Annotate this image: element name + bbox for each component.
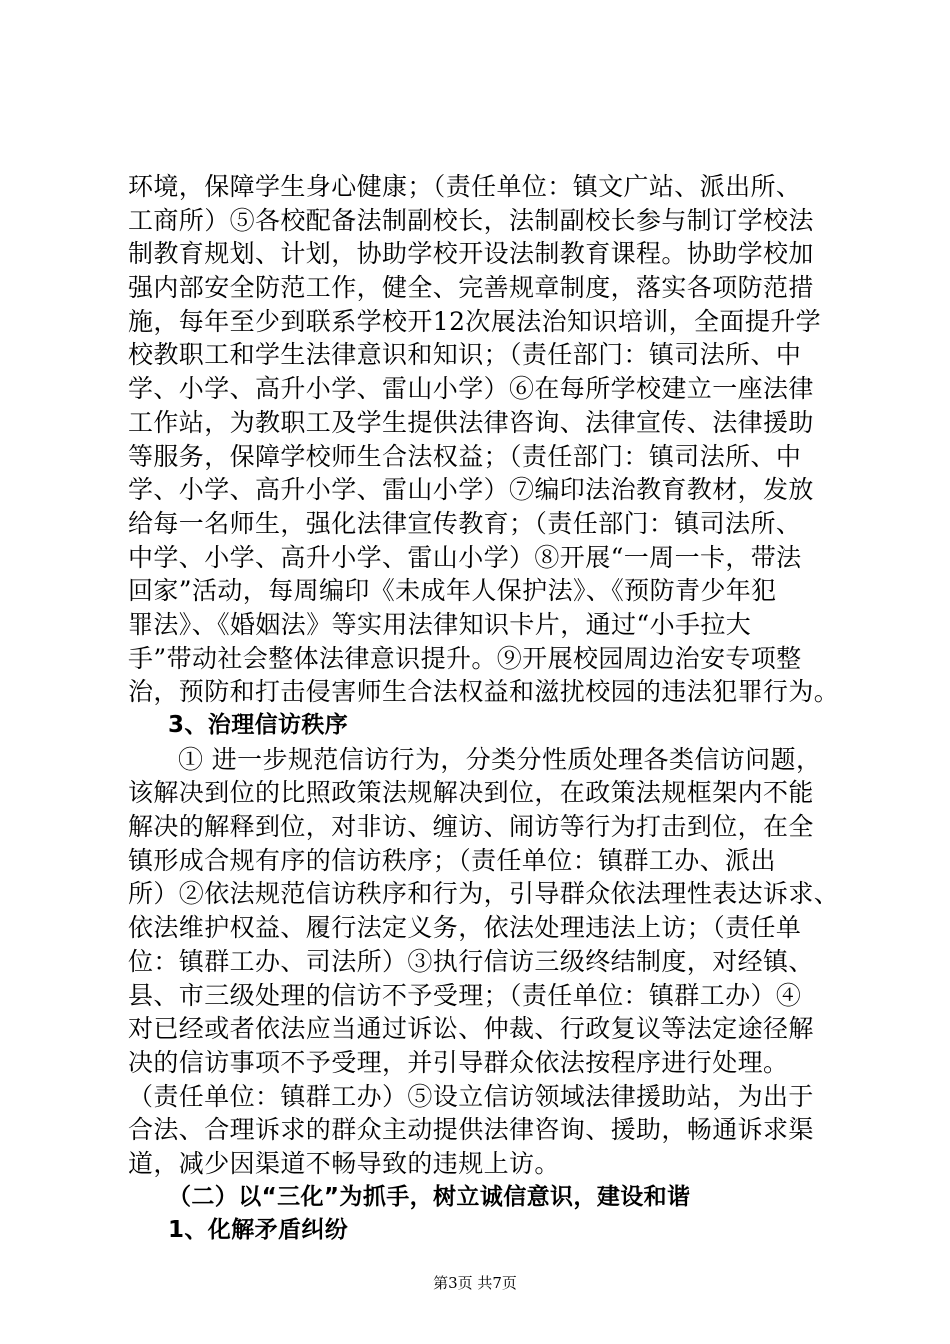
body-line: 回家”活动，每周编印《未成年人保护法》、《预防青少年犯 bbox=[128, 576, 777, 606]
body-line: 手”带动社会整体法律意识提升。⑨开展校园周边治安专项整 bbox=[128, 643, 802, 673]
body-line: 施，每年至少到联系学校开12次展法治知识培训，全面提升学 bbox=[128, 306, 822, 336]
body-line: 强内部安全防范工作，健全、完善规章制度，落实各项防范措 bbox=[128, 273, 814, 303]
body-line: 决的信访事项不予受理，并引导群众依法按程序进行处理。 bbox=[128, 1047, 789, 1077]
body-line: 镇形成合规有序的信访秩序；（责任单位：镇群工办、派出 bbox=[128, 845, 776, 875]
body-line: 县、市三级处理的信访不予受理；（责任单位：镇群工办）④ bbox=[128, 980, 802, 1010]
body-line: 学、小学、高升小学、雷山小学）⑦编印法治教育教材，发放 bbox=[128, 475, 814, 505]
section-heading-2: （二）以“三化”为抓手，树立诚信意识，建设和谐 bbox=[168, 1183, 691, 1210]
body-line: 解决的解释到位，对非访、缠访、闹访等行为打击到位，在全 bbox=[128, 812, 814, 842]
body-line: 中学、小学、高升小学、雷山小学）⑧开展“一周一卡，带法 bbox=[128, 542, 802, 572]
page-number: 第3页 共7页 bbox=[433, 1274, 517, 1292]
body-line: 依法维护权益、履行法定义务，依法处理违法上访；（责任单 bbox=[128, 913, 802, 943]
document-body bbox=[128, 170, 840, 1248]
body-line: 罪法》、《婚姻法》等实用法律知识卡片，通过“小手拉大 bbox=[128, 609, 752, 639]
body-line: 道，减少因渠道不畅导致的违规上访。 bbox=[128, 1148, 560, 1178]
body-line: 给每一名师生，强化法律宣传教育；（责任部门：镇司法所、 bbox=[128, 508, 802, 538]
body-line: 所）②依法规范信访秩序和行为，引导群众依法理性表达诉求、 bbox=[128, 879, 840, 909]
body-line: 工作站，为教职工及学生提供法律咨询、法律宣传、法律援助 bbox=[128, 407, 814, 437]
section-heading-1: 1、化解矛盾纠纷 bbox=[168, 1217, 349, 1244]
section-heading-3: 3、治理信访秩序 bbox=[168, 712, 349, 738]
body-line: 学、小学、高升小学、雷山小学）⑥在每所学校建立一座法律 bbox=[128, 374, 814, 404]
body-line: 治，预防和打击侵害师生合法权益和滋扰校园的违法犯罪行为。 bbox=[128, 677, 840, 707]
body-line: 位：镇群工办、司法所）③执行信访三级终结制度，对经镇、 bbox=[128, 946, 814, 976]
body-line: 对已经或者依法应当通过诉讼、仲裁、行政复议等法定途径解 bbox=[128, 1014, 814, 1044]
body-line: 等服务，保障学校师生合法权益；（责任部门：镇司法所、中 bbox=[128, 441, 802, 471]
body-line: 制教育规划、计划，协助学校开设法制教育课程。协助学校加 bbox=[128, 239, 814, 269]
body-line: （责任单位：镇群工办）⑤设立信访领域法律援助站，为出于 bbox=[128, 1081, 814, 1111]
body-line: 校教职工和学生法律意识和知识；（责任部门：镇司法所、中 bbox=[128, 340, 802, 370]
body-line: ① 进一步规范信访行为，分类分性质处理各类信访问题， bbox=[178, 744, 822, 774]
body-line: 该解决到位的比照政策法规解决到位，在政策法规框架内不能 bbox=[128, 778, 814, 808]
body-line: 环境，保障学生身心健康；（责任单位：镇文广站、派出所、 bbox=[128, 172, 802, 201]
body-line: 合法、合理诉求的群众主动提供法律咨询、援助，畅通诉求渠 bbox=[128, 1115, 814, 1145]
page-footer bbox=[0, 1272, 950, 1293]
body-line: 工商所）⑤各校配备法制副校长，法制副校长参与制订学校法 bbox=[128, 205, 814, 235]
